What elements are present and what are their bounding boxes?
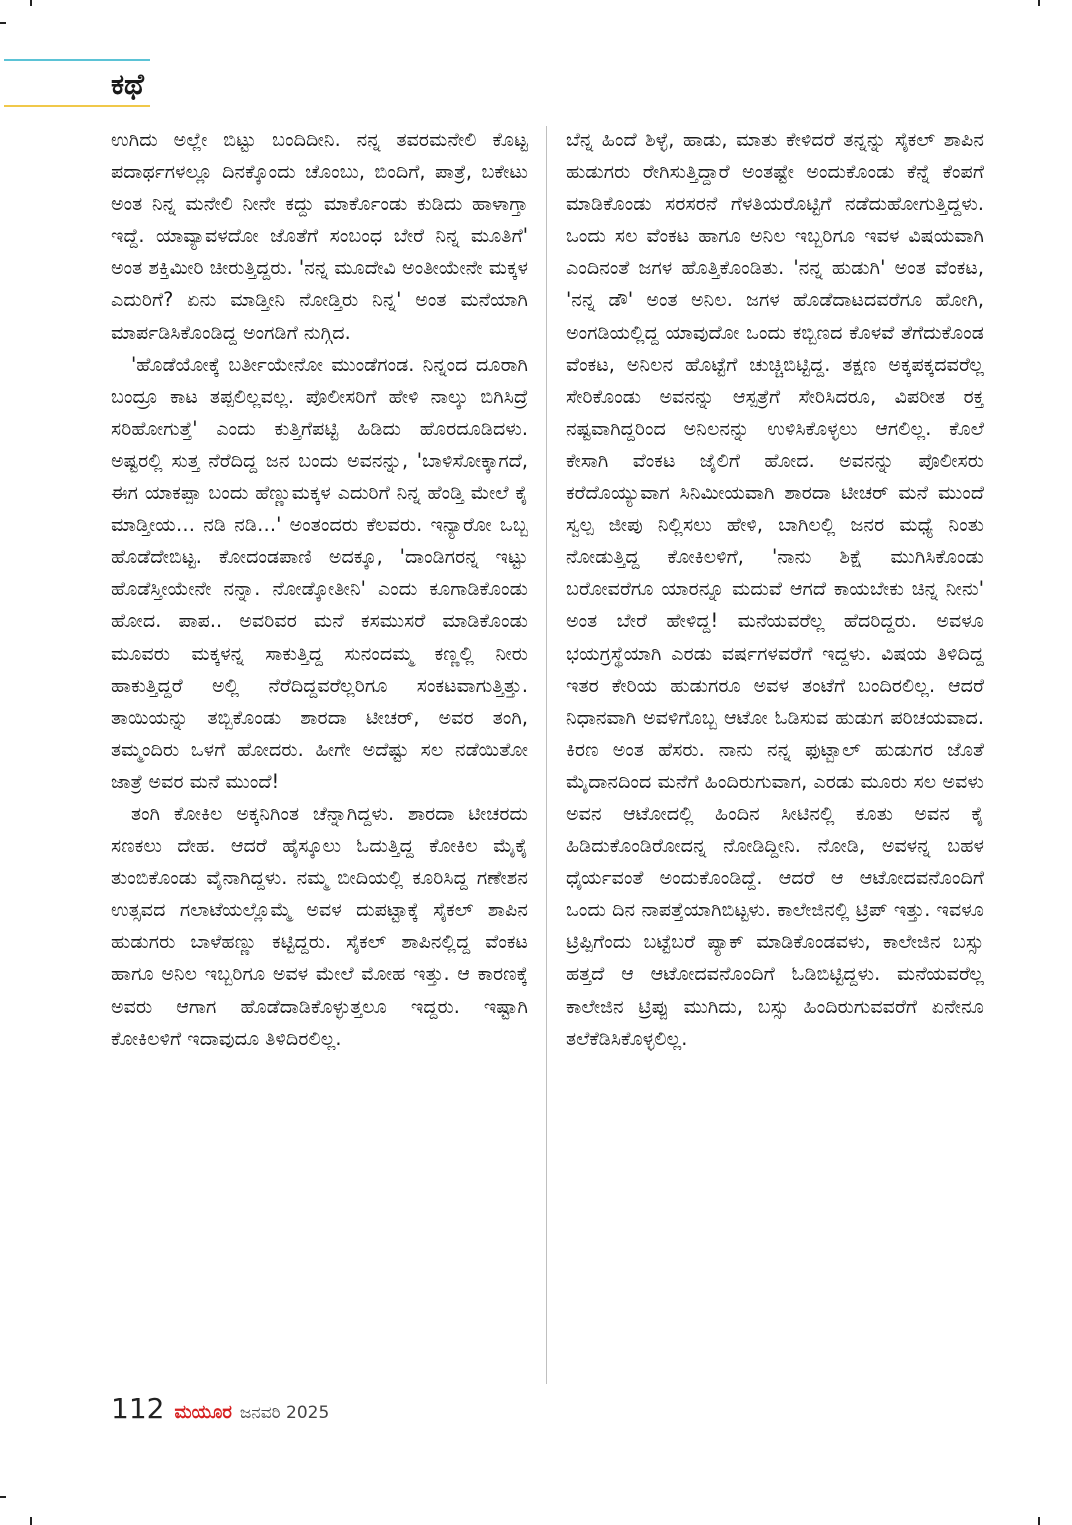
crop-mark-left-top: [0, 22, 6, 24]
crop-mark-top-right: [1038, 0, 1040, 6]
page-number: 112: [111, 1392, 165, 1425]
article-paragraph: 'ಹೊಡೆಯೋಕ್ಕೆ ಬರ್ತೀಯೇನೋ ಮುಂಡೆಗಂಡ. ನಿನ್ನಂದ ದೂರಾಗಿ ಬಂದ್ರೂ ಕಾಟ ತಪ್ಪಲಿಲ್ಲವಲ್ಲ. ಪೊಲೀಸರಿಗೆ ಹೇಳಿ ನಾಲ್ಕು ಬಿಗಿಸಿದ್ರೆ ಸರಿಹೋಗುತ್ತೆ' ಎಂದು ಕುತ್ತಿಗೆಪಟ್ಟಿ ಹಿಡಿದು ಹೊರದೂಡಿದಳು. ಅಷ್ಟರಲ್ಲಿ ಸುತ್ತ ನೆರೆದಿದ್ದ ಜನ ಬಂದು ಅವನನ್ನು, 'ಬಾಳಿಸೋಕ್ಕಾಗದೆ, ಈಗ ಯಾಕಪ್ಪಾ ಬಂದು ಹೆಣ್ಣುಮಕ್ಕಳ ಎದುರಿಗೆ ನಿನ್ನ ಹೆಂಡ್ತಿ ಮೇಲೆ ಕೈ ಮಾಡ್ತೀಯ… ನಡಿ ನಡಿ…' ಅಂತಂದರು ಕೆಲವರು. ಇನ್ಯಾರೋ ಒಬ್ಬ ಹೊಡೆದೇಬಿಟ್ಟ. ಕೋದಂಡಪಾಣಿ ಅದಕ್ಕೂ, 'ದಾಂಡಿಗರನ್ನ ಇಟ್ಟು ಹೊಡೆಸ್ತೀಯೇನೇ ನನ್ನಾ. ನೋಡ್ಕೋತೀನಿ' ಎಂದು ಕೂಗಾಡಿಕೊಂಡು ಹೋದ. ಪಾಪ.. ಅವರಿವರ ಮನೆ ಕಸಮುಸರೆ ಮಾಡಿಕೊಂಡು ಮೂವರು ಮಕ್ಕಳನ್ನ ಸಾಕುತ್ತಿದ್ದ ಸುನಂದಮ್ಮ ಕಣ್ಣಲ್ಲಿ ನೀರು ಹಾಕುತ್ತಿದ್ದರೆ ಅಲ್ಲಿ ನೆರೆದಿದ್ದವರೆಲ್ಲರಿಗೂ ಸಂಕಟವಾಗುತ್ತಿತ್ತು. ತಾಯಿಯನ್ನು ತಬ್ಬಿಕೊಂಡು ಶಾರದಾ ಟೀಚರ್, ಅವರ ತಂಗಿ, ತಮ್ಮಂದಿರು ಒಳಗೆ ಹೋದರು. ಹೀಗೇ ಅದೆಷ್ಟು ಸಲ ನಡೆಯಿತೋ ಜಾತ್ರೆ ಅವರ ಮನೆ ಮುಂದೆ!: [111, 352, 528, 793]
crop-mark-bottom-right: [1038, 1517, 1040, 1525]
section-title: ಕಥೆ: [111, 67, 144, 101]
column-divider: [546, 126, 547, 1384]
crop-mark-top-left: [30, 0, 32, 6]
magazine-logo: ಮಯೂರ: [174, 1402, 232, 1423]
section-header-top-rule: [4, 59, 150, 61]
article-column-left: [111, 124, 528, 1386]
article-paragraph: ತಂಗಿ ಕೋಕಿಲ ಅಕ್ಕನಿಗಿಂತ ಚೆನ್ನಾಗಿದ್ದಳು. ಶಾರದಾ ಟೀಚರದು ಸಣಕಲು ದೇಹ. ಆದರೆ ಹೈಸ್ಕೂಲು ಓದುತ್ತಿದ್ದ ಕೋಕಿಲ ಮೈಕೈ ತುಂಬಿಕೊಂಡು ವೈನಾಗಿದ್ದಳು. ನಮ್ಮ ಬೀದಿಯಲ್ಲಿ ಕೂರಿಸಿದ್ದ ಗಣೇಶನ ಉತ್ಸವದ ಗಲಾಟೆಯಲ್ಲೊಮ್ಮೆ ಅವಳ ದುಪಟ್ಟಾಕ್ಕೆ ಸೈಕಲ್ ಶಾಪಿನ ಹುಡುಗರು ಬಾಳೆಹಣ್ಣು ಕಟ್ಟಿದ್ದರು. ಸೈಕಲ್ ಶಾಪಿನಲ್ಲಿದ್ದ ವೆಂಕಟ ಹಾಗೂ ಅನಿಲ ಇಬ್ಬರಿಗೂ ಅವಳ ಮೇಲೆ ಮೋಹ ಇತ್ತು. ಆ ಕಾರಣಕ್ಕೆ ಅವರು ಆಗಾಗ ಹೊಡೆದಾಡಿಕೊಳ್ಳುತ್ತಲೂ ಇದ್ದರು. ಇಷ್ಟಾಗಿ ಕೋಕಿಲಳಿಗೆ ಇದಾವುದೂ ತಿಳಿದಿರಲಿಲ್ಲ.: [111, 801, 528, 1050]
crop-mark-left-bottom: [0, 1496, 6, 1498]
article-paragraph: ಬೆನ್ನ ಹಿಂದೆ ಶಿಳ್ಳೆ, ಹಾಡು, ಮಾತು ಕೇಳಿದರೆ ತನ್ನನ್ನು ಸೈಕಲ್ ಶಾಪಿನ ಹುಡುಗರು ರೇಗಿಸುತ್ತಿದ್ದಾರೆ ಅಂತಷ್ಟೇ ಅಂದುಕೊಂಡು ಕೆನ್ನೆ ಕೆಂಪಗೆ ಮಾಡಿಕೊಂಡು ಸರಸರನೆ ಗೆಳತಿಯರೊಟ್ಟಿಗೆ ನಡೆದುಹೋಗುತ್ತಿದ್ದಳು. ಒಂದು ಸಲ ವೆಂಕಟ ಹಾಗೂ ಅನಿಲ ಇಬ್ಬರಿಗೂ ಇವಳ ವಿಷಯವಾಗಿ ಎಂದಿನಂತೆ ಜಗಳ ಹೊತ್ತಿಕೊಂಡಿತು. 'ನನ್ನ ಹುಡುಗಿ' ಅಂತ ವೆಂಕಟ, 'ನನ್ನ ಡೌ' ಅಂತ ಅನಿಲ. ಜಗಳ ಹೊಡೆದಾಟದವರೆಗೂ ಹೋಗಿ, ಅಂಗಡಿಯಲ್ಲಿದ್ದ ಯಾವುದೋ ಒಂದು ಕಬ್ಬಿಣದ ಕೊಳವೆ ತೆಗೆದುಕೊಂಡ ವೆಂಕಟ, ಅನಿಲನ ಹೊಟ್ಟೆಗೆ ಚುಚ್ಚಿಬಿಟ್ಟಿದ್ದ. ತಕ್ಷಣ ಅಕ್ಕಪಕ್ಕದವರೆಲ್ಲ ಸೇರಿಕೊಂಡು ಅವನನ್ನು ಆಸ್ಪತ್ರೆಗೆ ಸೇರಿಸಿದರೂ, ವಿಪರೀತ ರಕ್ತ ನಷ್ಟವಾಗಿದ್ದರಿಂದ ಅನಿಲನನ್ನು ಉಳಿಸಿಕೊಳ್ಳಲು ಆಗಲಿಲ್ಲ. ಕೊಲೆ ಕೇಸಾಗಿ ವೆಂಕಟ ಜೈಲಿಗೆ ಹೋದ. ಅವನನ್ನು ಪೊಲೀಸರು ಕರೆದೊಯ್ಯುವಾಗ ಸಿನಿಮೀಯವಾಗಿ ಶಾರದಾ ಟೀಚರ್ ಮನೆ ಮುಂದೆ ಸ್ವಲ್ಪ ಜೀಪು ನಿಲ್ಲಿಸಲು ಹೇಳಿ, ಬಾಗಿಲಲ್ಲಿ ಜನರ ಮಧ್ಯೆ ನಿಂತು ನೋಡುತ್ತಿದ್ದ ಕೋಕಿಲಳಿಗೆ, 'ನಾನು ಶಿಕ್ಷೆ ಮುಗಿಸಿಕೊಂಡು ಬರೋವರೆಗೂ ಯಾರನ್ನೂ ಮದುವೆ ಆಗದೆ ಕಾಯಬೇಕು ಚಿನ್ನ ನೀನು' ಅಂತ ಬೇರೆ ಹೇಳಿದ್ದ! ಮನೆಯವರೆಲ್ಲ ಹೆದರಿದ್ದರು. ಅವಳೂ ಭಯಗ್ರಸ್ಥೆಯಾಗಿ ಎರಡು ವರ್ಷಗಳವರೆಗೆ ಇದ್ದಳು. ವಿಷಯ ತಿಳಿದಿದ್ದ ಇತರ ಕೇರಿಯ ಹುಡುಗರೂ ಅವಳ ತಂಟೆಗೆ ಬಂದಿರಲಿಲ್ಲ. ಆದರೆ ನಿಧಾನವಾಗಿ ಅವಳಿಗೊಬ್ಬ ಆಟೋ ಓಡಿಸುವ ಹುಡುಗ ಪರಿಚಯವಾದ. ಕಿರಣ ಅಂತ ಹೆಸರು. ನಾನು ನನ್ನ ಫುಟ್ಬಾಲ್ ಹುಡುಗರ ಜೊತೆ ಮೈದಾನದಿಂದ ಮನೆಗೆ ಹಿಂದಿರುಗುವಾಗ, ಎರಡು ಮೂರು ಸಲ ಅವಳು ಅವನ ಆಟೋದಲ್ಲಿ ಹಿಂದಿನ ಸೀಟಿನಲ್ಲಿ ಕೂತು ಅವನ ಕೈ ಹಿಡಿದುಕೊಂಡಿರೋದನ್ನ ನೋಡಿದ್ದೀನಿ. ನೋಡಿ, ಅವಳನ್ನ ಬಹಳ ಧೈರ್ಯವಂತೆ ಅಂದುಕೊಂಡಿದ್ದೆ. ಆದರೆ ಆ ಆಟೋದವನೊಂದಿಗೆ ಒಂದು ದಿನ ನಾಪತ್ತೆಯಾಗಿಬಿಟ್ಟಳು. ಕಾಲೇಜಿನಲ್ಲಿ ಟ್ರಿಪ್ ಇತ್ತು. ಇವಳೂ ಟ್ರಿಪ್ಪಿಗೆಂದು ಬಟ್ಟೆಬರೆ ಪ್ಯಾಕ್ ಮಾಡಿಕೊಂಡವಳು, ಕಾಲೇಜಿನ ಬಸ್ಸು ಹತ್ತದೆ ಆ ಆಟೋದವನೊಂದಿಗೆ ಓಡಿಬಿಟ್ಟಿದ್ದಳು. ಮನೆಯವರೆಲ್ಲ ಕಾಲೇಜಿನ ಟ್ರಿಪ್ಪು ಮುಗಿದು, ಬಸ್ಸು ಹಿಂದಿರುಗುವವರೆಗೆ ಏನೇನೂ ತಲೆಕೆಡಿಸಿಕೊಳ್ಳಲಿಲ್ಲ.: [566, 128, 984, 1050]
page-footer: [111, 1392, 329, 1432]
article-column-right: [566, 124, 984, 1386]
section-header-bottom-rule: [4, 105, 150, 107]
crop-mark-bottom-left: [30, 1517, 32, 1525]
article-paragraph: ಉಗಿದು ಅಲ್ಲೇ ಬಿಟ್ಟು ಬಂದಿದೀನಿ. ನನ್ನ ತವರಮನೇಲಿ ಕೊಟ್ಟ ಪದಾರ್ಥಗಳಲ್ಲೂ ದಿನಕ್ಕೊಂದು ಚೊಂಬು, ಬಿಂದಿಗೆ, ಪಾತ್ರೆ, ಬಕೇಟು ಅಂತ ನಿನ್ನ ಮನೇಲಿ ನೀನೇ ಕದ್ದು ಮಾರ್ಕೊಂಡು ಕುಡಿದು ಹಾಳಾಗ್ತಾ ಇದ್ದೆ. ಯಾವ್ಯಾವಳದೋ ಜೊತೆಗೆ ಸಂಬಂಧ ಬೇರೆ ನಿನ್ನ ಮೂತಿಗೆ' ಅಂತ ಶಕ್ತಿಮೀರಿ ಚೀರುತ್ತಿದ್ದರು. 'ನನ್ನ ಮೂದೇವಿ ಅಂತೀಯೇನೇ ಮಕ್ಕಳ ಎದುರಿಗೆ? ಏನು ಮಾಡ್ತೀನಿ ನೋಡ್ತಿರು ನಿನ್ನ' ಅಂತ ಮನೆಯಾಗಿ ಮಾರ್ಪಡಿಸಿಕೊಂಡಿದ್ದ ಅಂಗಡಿಗೆ ನುಗ್ಗಿದ.: [111, 128, 528, 344]
issue-date: ಜನವರಿ 2025: [239, 1403, 330, 1423]
